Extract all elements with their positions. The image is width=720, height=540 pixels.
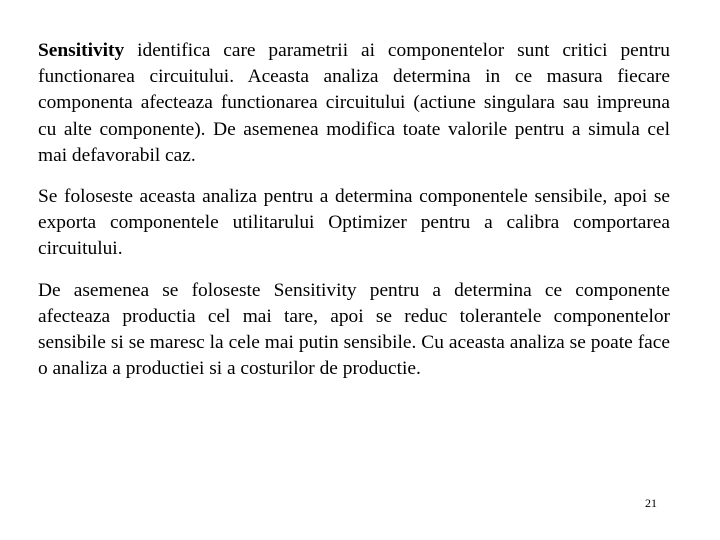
paragraph-production bbox=[38, 278, 670, 383]
slide-body bbox=[38, 38, 670, 397]
paragraph-text: identifica care parametrii ai componentelor sunt critici pentru functionarea circuitului. Aceasta analiza determina in ce masura fiecare componenta afecteaza functionarea circuitului (actiune singulara sau impreuna cu alte componente). De asemenea modifica toate valorile pentru a simula cel mai defavorabil caz. bbox=[38, 40, 670, 166]
paragraph-sensitivity-definition bbox=[38, 38, 670, 169]
term-sensitivity: Sensitivity bbox=[38, 40, 125, 61]
paragraph-text: De asemenea se foloseste Sensitivity pentru a determina ce componente afecteaza productia cel mai tare, apoi se reduc tolerantele componentelor sensibile si se maresc la cele mai putin sensibile. Cu aceasta analiza se poate face o analiza a productiei si a costurilor de productie. bbox=[38, 279, 670, 380]
paragraph-text: Se foloseste aceasta analiza pentru a determina componentele sensibile, apoi se exporta componentele utilitarului Optimizer pentru a calibra comportarea circuitului. bbox=[38, 186, 670, 260]
paragraph-usage bbox=[38, 184, 670, 263]
page-number: 21 bbox=[645, 496, 657, 510]
